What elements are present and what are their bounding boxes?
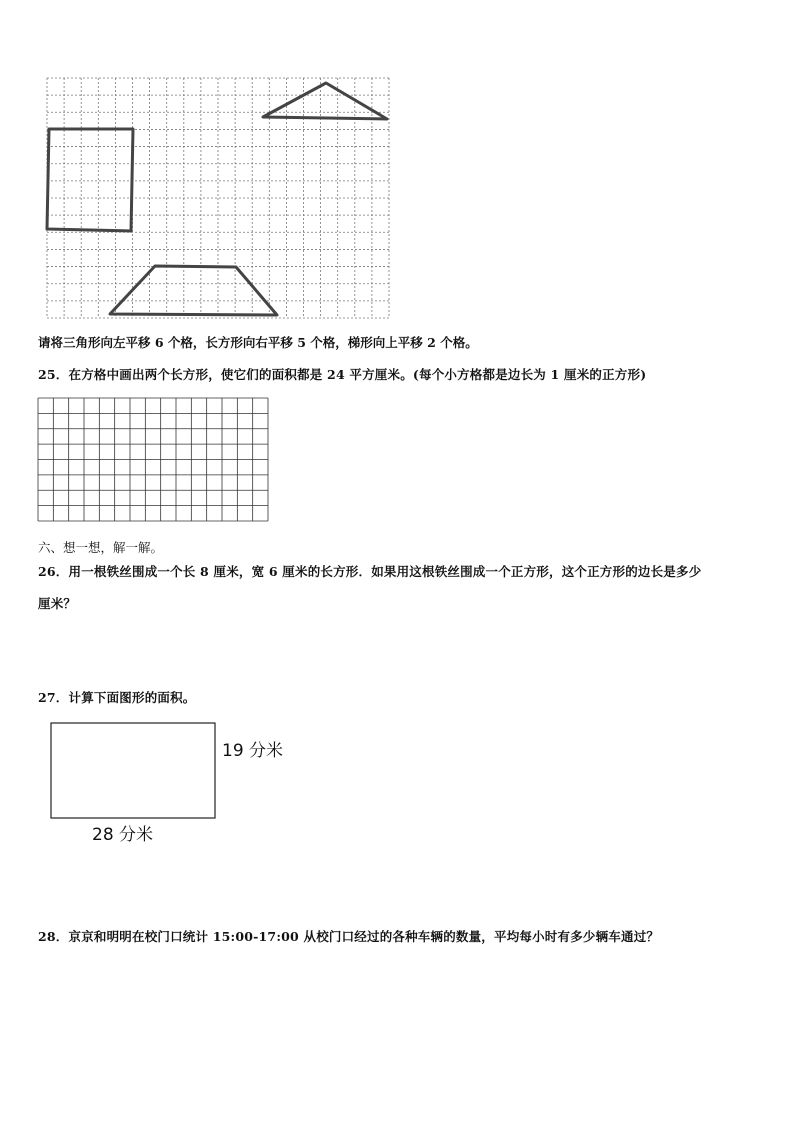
translation-grid-svg bbox=[0, 0, 794, 340]
question-26-line2: 厘米？ bbox=[38, 596, 77, 611]
answer-grid bbox=[38, 398, 268, 521]
question-27: 27．计算下面图形的面积。 bbox=[38, 690, 196, 705]
question-26-line1: 26．用一根铁丝围成一个长 8 厘米，宽 6 厘米的长方形．如果用这根铁丝围成一个正方形，这个正方形的边长是多少 bbox=[38, 564, 702, 579]
triangle-shape bbox=[263, 83, 387, 119]
q27-width-label: 28 分米 bbox=[92, 825, 154, 845]
question-25: 25．在方格中画出两个长方形，使它们的面积都是 24 平方厘米。(每个小方格都是边长为 1 厘米的正方形) bbox=[38, 367, 647, 382]
question-28: 28．京京和明明在校门口统计 15:00-17:00 从校门口经过的各种车辆的数量，平均每小时有多少辆车通过？ bbox=[38, 929, 660, 944]
rectangle-shape bbox=[47, 129, 133, 231]
section-six-heading: 六、想一想，解一解。 bbox=[38, 540, 164, 555]
q27-height-label: 19 分米 bbox=[222, 741, 284, 761]
translate-instruction: 请将三角形向左平移 6 个格，长方形向右平移 5 个格，梯形向上平移 2 个格。 bbox=[38, 335, 478, 350]
q27-rectangle bbox=[51, 723, 215, 818]
dotted-grid bbox=[47, 78, 389, 318]
